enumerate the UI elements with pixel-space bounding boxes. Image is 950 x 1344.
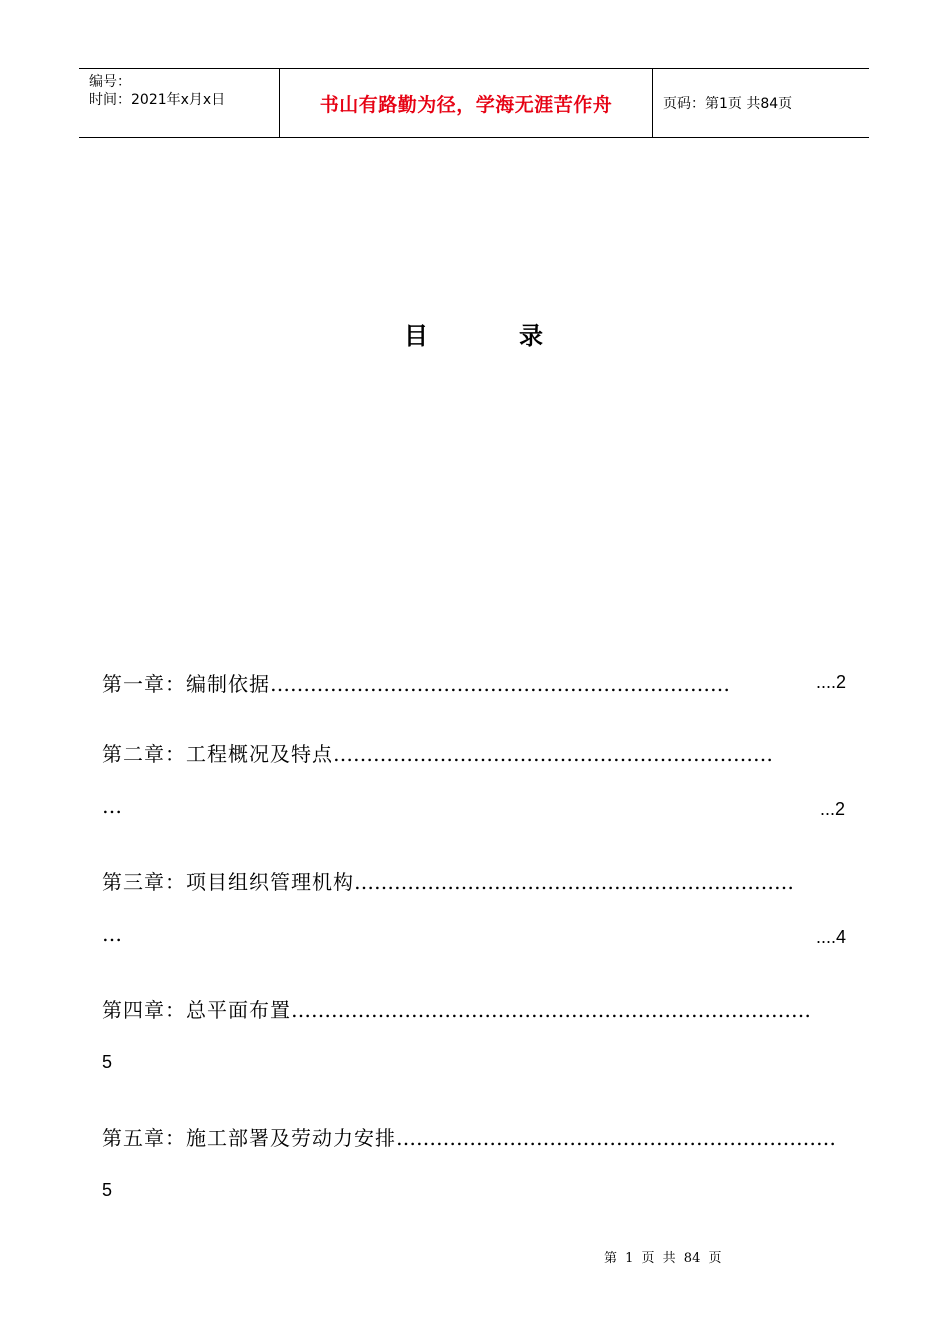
- toc-entry-2[interactable]: [102, 738, 848, 767]
- document-header: [79, 68, 869, 138]
- toc-leader-dots: …………………………………………………………: [333, 742, 773, 766]
- title-char-1: 目: [404, 321, 428, 350]
- toc-leader-continuation: …: [102, 922, 122, 946]
- toc-entry-label: 第五章：施工部署及劳动力安排: [102, 1126, 396, 1150]
- toc-entry-3[interactable]: [102, 866, 848, 895]
- toc-entry-5[interactable]: [102, 1122, 848, 1151]
- toc-page-number: ....4: [816, 927, 847, 947]
- header-meta: [79, 69, 280, 137]
- toc-leader-dots: …………………………………………………………: [354, 870, 794, 894]
- toc-leader-continuation: …: [102, 794, 122, 818]
- header-page-info: 页码：第1页 共84页: [663, 96, 793, 112]
- toc-entry-label: 第三章：项目组织管理机构: [102, 870, 354, 894]
- toc-entry-1[interactable]: [102, 668, 814, 697]
- toc-leader-dots: ……………………………………………………………: [270, 672, 730, 696]
- number-label: 编号：: [89, 74, 131, 90]
- toc-page-number: 5: [102, 1180, 113, 1200]
- toc-page-number: ....2: [816, 672, 847, 692]
- toc-leader-dots: ……………………………………………………………………: [291, 998, 811, 1022]
- toc-page-number: ...2: [820, 799, 846, 819]
- time-label: 时间：2021年x月x日: [89, 92, 226, 108]
- toc-leader-dots: …………………………………………………………: [396, 1126, 836, 1150]
- title-char-2: 录: [519, 321, 543, 350]
- toc-entry-label: 第二章：工程概况及特点: [102, 742, 333, 766]
- toc-entry-label: 第一章：编制依据: [102, 672, 270, 696]
- toc-page-number: 5: [102, 1052, 113, 1072]
- header-motto: 书山有路勤为径，学海无涯苦作舟: [280, 69, 653, 137]
- toc-entry-label: 第四章：总平面布置: [102, 998, 291, 1022]
- toc-entry-4[interactable]: [102, 994, 848, 1023]
- page-footer: 第 1 页 共 84 页: [604, 1251, 722, 1266]
